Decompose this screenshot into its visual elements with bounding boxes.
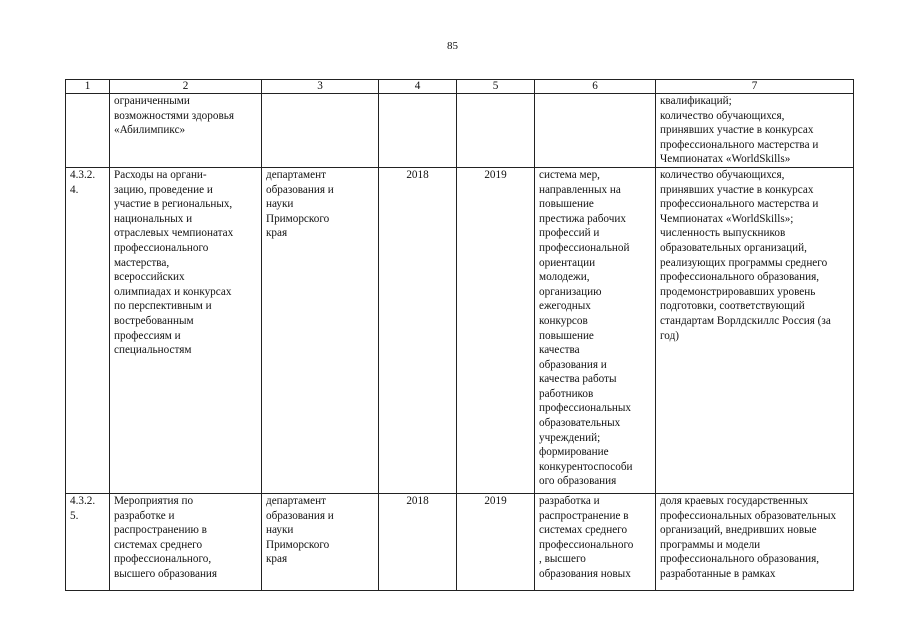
end-year-cell [457, 94, 535, 168]
text-line: Мероприятия по [114, 494, 194, 507]
text-line: Расходы на органи- [114, 168, 207, 181]
column-header: 3 [262, 80, 379, 94]
text-line: Чемпионатах «WorldSkills» [660, 153, 791, 166]
text-line: качества [539, 344, 580, 357]
text-line: ежегодных [539, 300, 591, 313]
text-line: науки [266, 524, 294, 537]
text-line: образовательных организаций, [660, 241, 807, 254]
end-year-cell: 2019 [457, 167, 535, 493]
text-line: организацию [539, 285, 602, 298]
text-line: принявших участие в конкурсах [660, 124, 814, 137]
text-line: подготовки, соответствующий [660, 300, 805, 313]
text-line: работников [539, 387, 594, 400]
column-header: 5 [457, 80, 535, 94]
table-row [66, 94, 854, 168]
start-year-cell [379, 94, 457, 168]
column-header: 1 [66, 80, 110, 94]
item-number-cell [66, 94, 110, 168]
text-line: разработанные в рамках [660, 567, 776, 580]
activity-name-cell [110, 493, 262, 590]
table-row [66, 493, 854, 590]
text-line: высшего образования [114, 567, 218, 580]
text-line: распространению в [114, 524, 207, 537]
executor-cell [262, 493, 379, 590]
text-line: конкурентоспособи [539, 460, 633, 473]
item-number-cell [66, 167, 110, 493]
data-table [65, 79, 854, 591]
column-header: 4 [379, 80, 457, 94]
text-line: профессионального мастерства и [660, 198, 819, 211]
text-line: всероссийских [114, 271, 185, 284]
expected-result-cell [535, 493, 656, 590]
text-line: участие в региональных, [114, 198, 233, 211]
table-row [66, 167, 854, 493]
text-line: разработка и [539, 494, 600, 507]
text-line: олимпиадах и конкурсах [114, 285, 232, 298]
text-line: формирование [539, 446, 609, 459]
text-line: системах среднего [539, 524, 628, 537]
item-number-cell [66, 493, 110, 590]
text-line: востребованным [114, 314, 194, 327]
text-line: престижа рабочих [539, 212, 626, 225]
text-line: количество обучающихся, [660, 168, 785, 181]
text-line: образования и [266, 509, 334, 522]
text-line: отраслевых чемпионатах [114, 227, 234, 240]
text-line: , высшего [539, 553, 586, 566]
text-line: профессионального образования, [660, 271, 820, 284]
text-line: 4.3.2. [70, 494, 96, 507]
table-header-row [66, 80, 854, 94]
text-line: профессиям и [114, 329, 181, 342]
column-header: 6 [535, 80, 656, 94]
text-line: год) [660, 329, 679, 342]
text-line: национальных и [114, 212, 193, 225]
activity-name-cell [110, 167, 262, 493]
text-line: повышение [539, 329, 594, 342]
text-line: квалификаций; [660, 95, 732, 107]
text-line: повышение [539, 198, 594, 211]
activity-name-cell [110, 94, 262, 168]
text-line: возможностями здоровья [114, 109, 234, 122]
text-line: продемонстрировавших уровень [660, 285, 816, 298]
text-line: края [266, 553, 288, 566]
text-line: 4. [70, 183, 79, 196]
text-line: 4.3.2. [70, 168, 96, 181]
text-line: система мер, [539, 168, 600, 181]
text-line: распространение в [539, 509, 629, 522]
text-line: разработке и [114, 509, 175, 522]
text-line: профессиональной [539, 241, 630, 254]
text-line: науки [266, 198, 294, 211]
text-line: численность выпускников [660, 227, 786, 240]
text-line: организаций, внедривших новые [660, 524, 817, 537]
text-line: профессий и [539, 227, 600, 240]
text-line: Чемпионатах «WorldSkills»; [660, 212, 794, 225]
text-line: профессионального, [114, 553, 212, 566]
text-line: Приморского [266, 538, 330, 551]
text-line: специальностям [114, 344, 192, 357]
text-line: учреждений; [539, 431, 601, 444]
text-line: молодежи, [539, 271, 590, 284]
text-line: образовательных [539, 417, 621, 430]
text-line: образования и [539, 358, 607, 371]
text-line: профессионального образования, [660, 553, 820, 566]
text-line: качества работы [539, 373, 617, 386]
text-line: профессионального [114, 241, 209, 254]
text-line: образования новых [539, 567, 631, 580]
text-line: количество обучающихся, [660, 109, 785, 122]
text-line: департамент [266, 168, 326, 181]
text-line: программы и модели [660, 538, 761, 551]
text-line: образования и [266, 183, 334, 196]
indicators-cell [656, 94, 854, 168]
text-line: профессионального [539, 538, 634, 551]
start-year-cell: 2018 [379, 493, 457, 590]
text-line: конкурсов [539, 314, 588, 327]
text-line: мастерства, [114, 256, 170, 269]
indicators-cell [656, 167, 854, 493]
text-line: направленных на [539, 183, 621, 196]
expected-result-cell [535, 167, 656, 493]
text-line: профессиональных [539, 402, 632, 415]
page-number: 85 [447, 40, 458, 52]
end-year-cell: 2019 [457, 493, 535, 590]
text-line: ориентации [539, 256, 596, 269]
indicators-cell [656, 493, 854, 590]
text-line: стандартам Ворлдскиллс Россия (за [660, 314, 831, 327]
text-line: доля краевых государственных [660, 494, 809, 507]
text-line: департамент [266, 494, 326, 507]
text-line: системах среднего [114, 538, 203, 551]
text-line: ограниченными [114, 95, 190, 107]
text-line: профессиональных образовательных [660, 509, 837, 522]
executor-cell [262, 94, 379, 168]
text-line: ого образования [539, 475, 617, 488]
text-line: зацию, проведение и [114, 183, 213, 196]
text-line: реализующих программы среднего [660, 256, 828, 269]
executor-cell [262, 167, 379, 493]
text-line: Приморского [266, 212, 330, 225]
text-line: принявших участие в конкурсах [660, 183, 814, 196]
start-year-cell: 2018 [379, 167, 457, 493]
expected-result-cell [535, 94, 656, 168]
text-line: края [266, 227, 288, 240]
column-header: 7 [656, 80, 854, 94]
text-line: 5. [70, 509, 79, 522]
text-line: «Абилимпикс» [114, 124, 186, 137]
text-line: по перспективным и [114, 300, 212, 313]
column-header: 2 [110, 80, 262, 94]
text-line: профессионального мастерства и [660, 138, 819, 151]
